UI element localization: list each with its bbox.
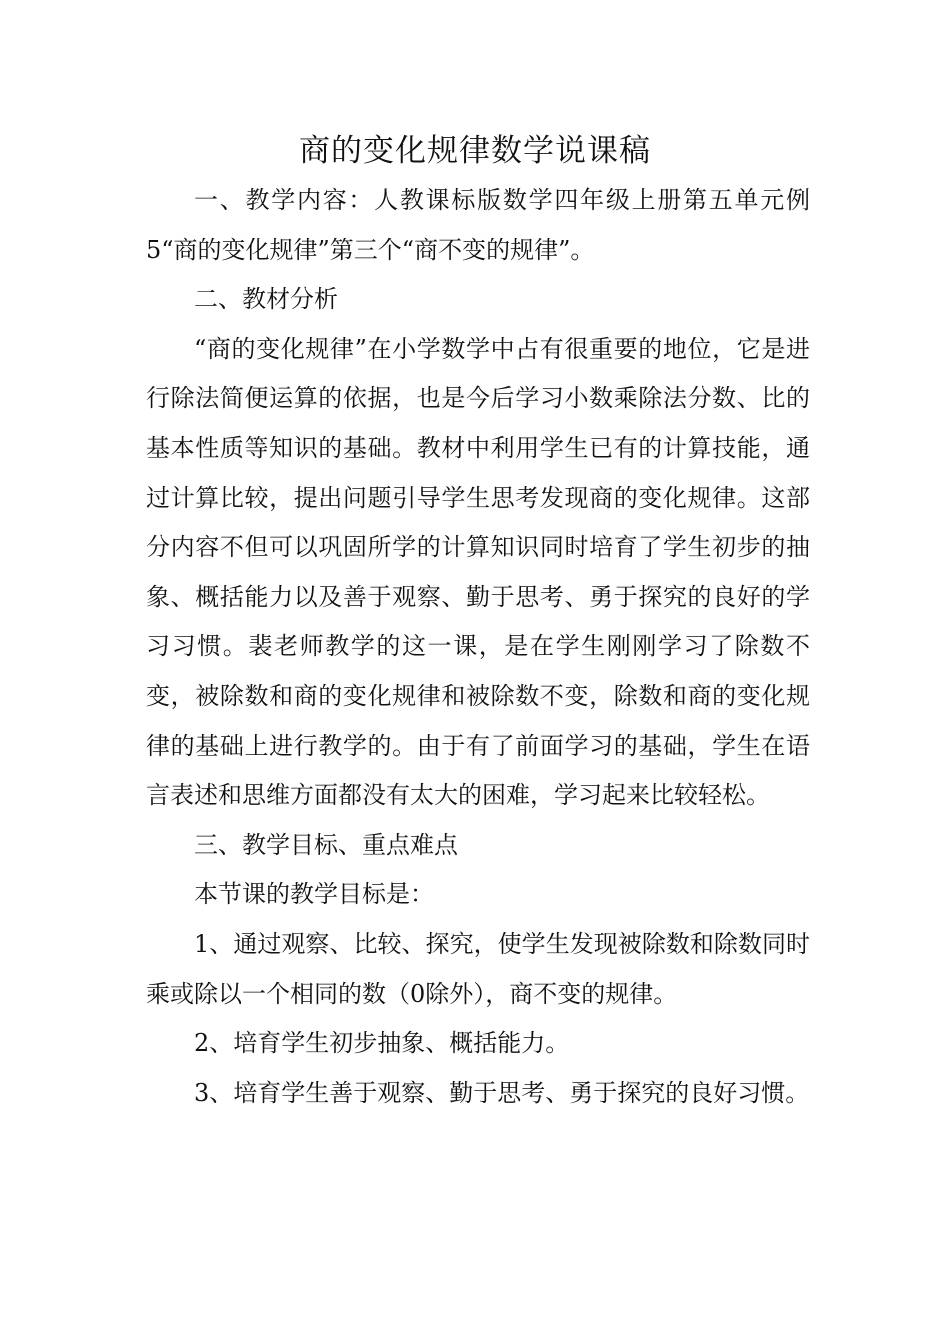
document-title: 商的变化规律数学说课稿 — [299, 133, 651, 169]
paragraph-objective-2: 2、培育学生初步抽象、概括能力。 — [194, 1029, 570, 1058]
paragraph-material-analysis: “商的变化规律”在小学数学中占有很重要的地位，它是进行除法简便运算的依据，也是今后学习小数乘除法分数、比的基本性质等知识的基础。教材中利用学生已有的计算技能，通过计算比较，提出问题引导学生思考发现商的变化规律。这部分内容不但可以巩固所学的计算知识同时培育了学生初步的抽象、概括能力以及善于观察、勤于思考、勇于探究的良好的学习习惯。裴老师教学的这一课，是在学生刚刚学习了除数不变，被除数和商的变化规律和被除数不变，除数和商的变化规律的基础上进行教学的。由于有了前面学习的基础，学生在语言表述和思维方面都没有太大的困难，学习起来比较轻松。 — [146, 334, 810, 810]
paragraph-objective-1: 1、通过观察、比较、探究，使学生发现被除数和除数同时乘或除以一个相同的数（0除外），商不变的规律。 — [146, 929, 810, 1008]
document-body — [146, 176, 810, 1118]
paragraph-heading-material-analysis: 二、教材分析 — [194, 285, 338, 314]
paragraph-objective-3: 3、培育学生善于观察、勤于思考、勇于探究的良好习惯。 — [194, 1078, 810, 1107]
paragraph-heading-objectives: 三、教学目标、重点难点 — [194, 830, 458, 859]
paragraph-teaching-content: 一、教学内容：人教课标版数学四年级上册第五单元例5“商的变化规律”第三个“商不变的规律”。 — [146, 186, 810, 264]
paragraph-objectives-intro: 本节课的教学目标是： — [194, 880, 434, 909]
